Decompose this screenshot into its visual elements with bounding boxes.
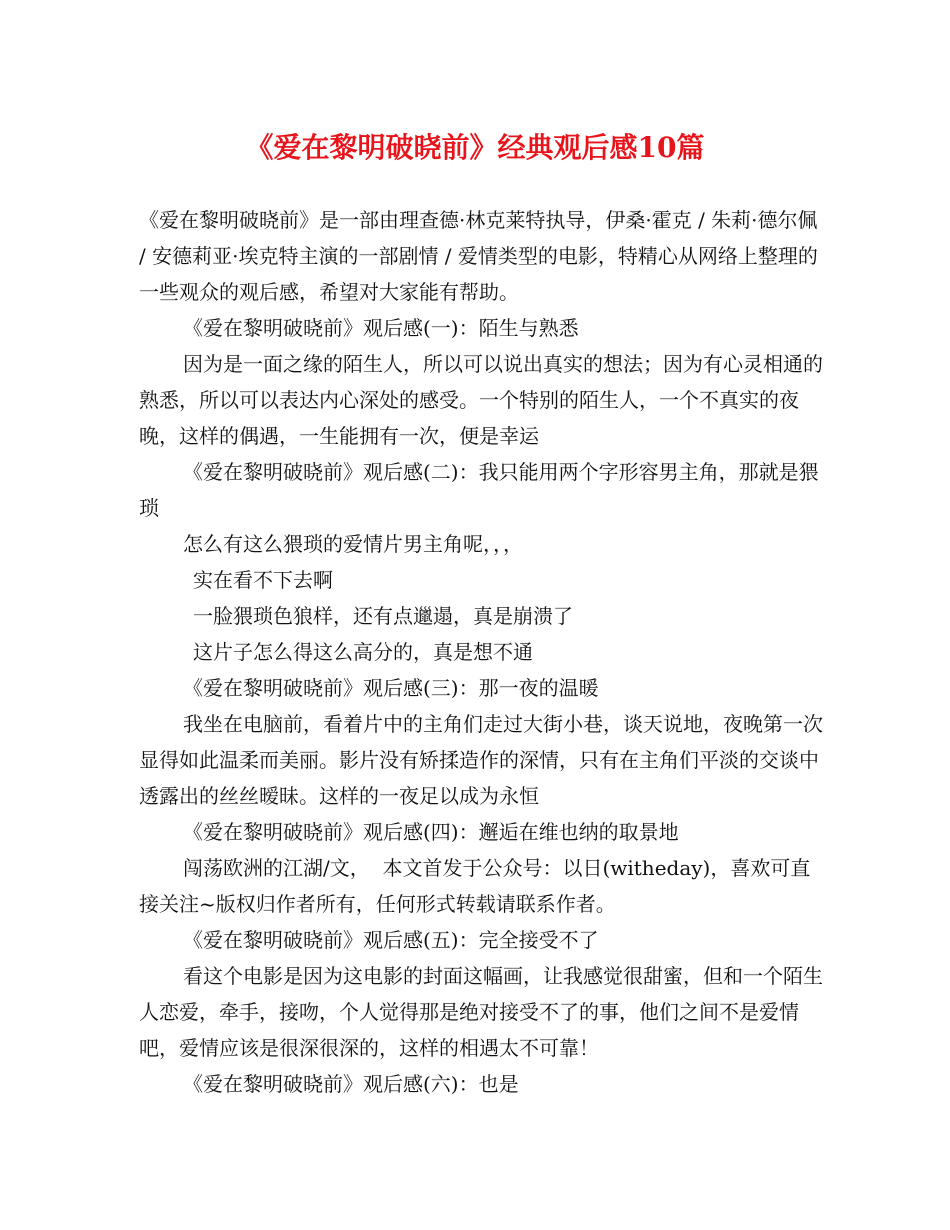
paragraph: 看这个电影是因为这电影的封面这幅画，让我感觉很甜蜜，但和一个陌生人恋爱，牵手，接吻，个人觉得那是绝对接受不了的事，他们之间不是爱情吧，爱情应该是很深很深的，这样的相遇太不可靠！ (139, 964, 823, 1060)
paragraph: 实在看不下去啊 (193, 568, 333, 592)
document-title: 《爱在黎明破晓前》经典观后感10篇 (245, 131, 705, 164)
section-heading: 《爱在黎明破晓前》观后感(五)：完全接受不了 (183, 928, 599, 952)
paragraph: 怎么有这么猥琐的爱情片男主角呢，，， (183, 532, 523, 556)
paragraph: 一脸猥琐色狼样，还有点邋遢，真是崩溃了 (193, 604, 573, 628)
paragraph: 《爱在黎明破晓前》是一部由理查德·林克莱特执导，伊桑·霍克 / 朱莉·德尔佩 / 安德莉亚·埃克特主演的一部剧情 / 爱情类型的电影，特精心从网络上整理的一些观众的观后感，希望对大家能有帮助。 (139, 208, 824, 304)
document-body (139, 202, 829, 1102)
section-heading: 《爱在黎明破晓前》观后感(四)：邂逅在维也纳的取景地 (183, 820, 679, 844)
section-heading: 《爱在黎明破晓前》观后感(一)：陌生与熟悉 (183, 316, 579, 340)
paragraph: 因为是一面之缘的陌生人，所以可以说出真实的想法；因为有心灵相通的熟悉，所以可以表达内心深处的感受。一个特别的陌生人，一个不真实的夜晚，这样的偶遇，一生能拥有一次，便是幸运 (139, 352, 823, 448)
section-heading: 《爱在黎明破晓前》观后感(二)：我只能用两个字形容男主角，那就是猥琐 (139, 460, 819, 520)
section-heading: 《爱在黎明破晓前》观后感(六)：也是 (183, 1072, 519, 1096)
paragraph: 我坐在电脑前，看着片中的主角们走过大街小巷，谈天说地，夜晚第一次显得如此温柔而美丽。影片没有矫揉造作的深情，只有在主角们平淡的交谈中透露出的丝丝暧昧。这样的一夜足以成为永恒 (139, 712, 823, 808)
section-heading: 《爱在黎明破晓前》观后感(三)：那一夜的温暖 (183, 676, 599, 700)
paragraph: 这片子怎么得这么高分的，真是想不通 (193, 640, 533, 664)
paragraph: 闯荡欧洲的江湖/文， 本文首发于公众号：以日(witheday)，喜欢可直接关注~版权归作者所有，任何形式转载请联系作者。 (139, 856, 811, 916)
